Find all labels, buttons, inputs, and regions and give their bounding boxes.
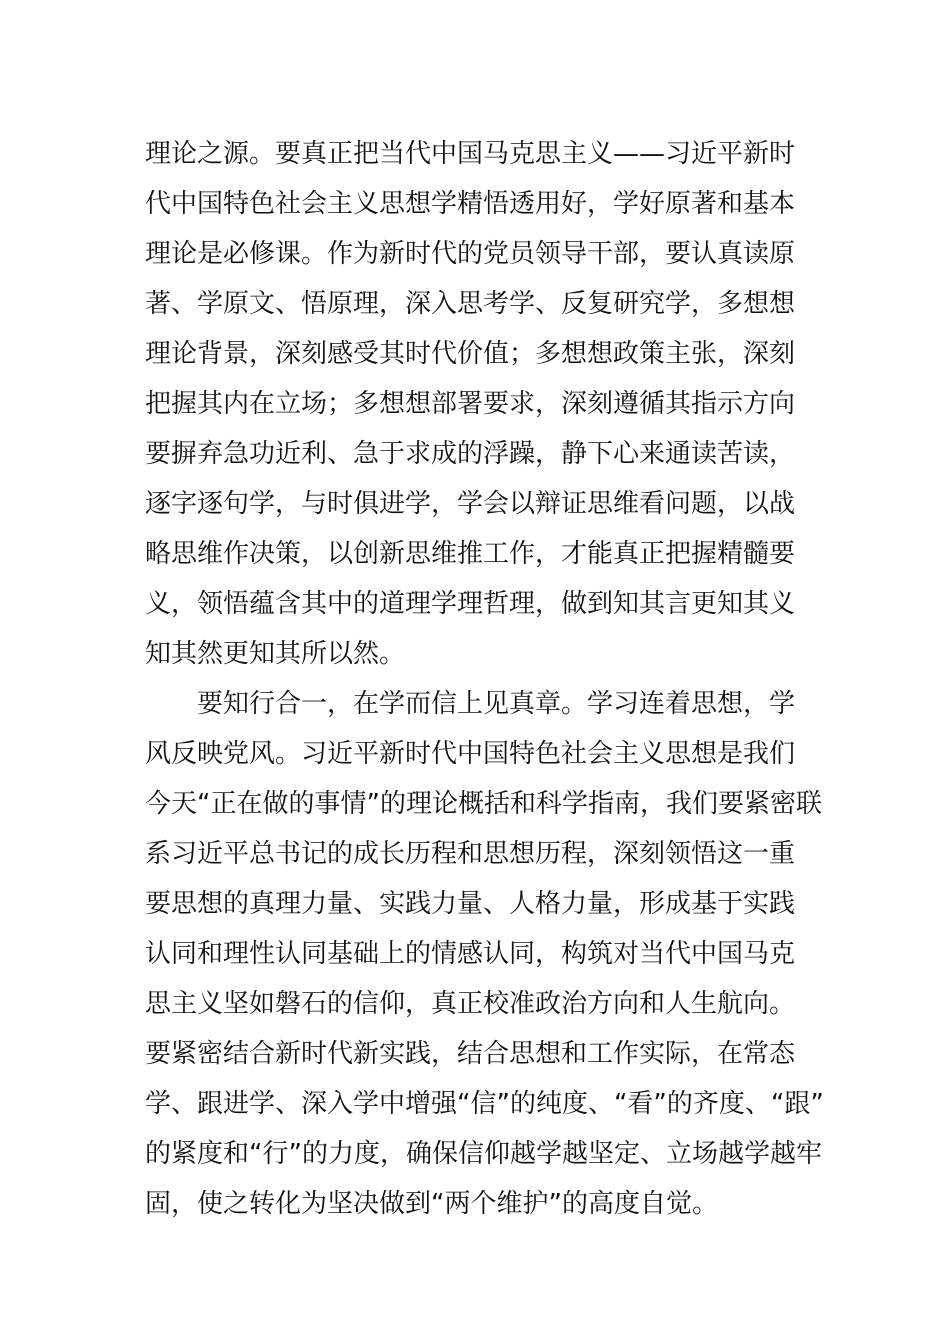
- text-line: 风反映党风。习近平新时代中国特色社会主义思想是我们: [145, 739, 796, 769]
- text-line: 今天“正在做的事情”的理论概括和科学指南，我们要紧密联: [145, 789, 822, 819]
- text-line: 认同和理性认同基础上的情感认同，构筑对当代中国马克: [145, 939, 796, 969]
- text-line: 义，领悟蕴含其中的道理学理哲理，做到知其言更知其义: [145, 589, 796, 619]
- text-line: 固，使之转化为坚决做到“两个维护”的高度自觉。: [145, 1189, 718, 1219]
- text-line: 要摒弃急功近利、急于求成的浮躁，静下心来通读苦读，: [145, 439, 796, 469]
- text-line: 知其然更知其所以然。: [145, 639, 406, 669]
- text-line: 理论之源。要真正把当代中国马克思主义——习近平新时: [145, 139, 796, 169]
- text-line: 理论是必修课。作为新时代的党员领导干部，要认真读原: [145, 239, 796, 269]
- text-line: 逐字逐句学，与时俱进学，学会以辩证思维看问题，以战: [145, 489, 796, 519]
- paragraph-1: [145, 129, 815, 679]
- text-line: 学、跟进学、深入学中增强“信”的纯度、“看”的齐度、“跟”: [145, 1089, 824, 1119]
- text-line: 著、学原文、悟原理，深入思考学、反复研究学，多想想: [145, 289, 796, 319]
- text-line: 要思想的真理力量、实践力量、人格力量，形成基于实践: [145, 889, 796, 919]
- text-line: 的紧度和“行”的力度，确保信仰越学越坚定、立场越学越牢: [145, 1139, 822, 1169]
- text-line: 略思维作决策，以创新思维推工作，才能真正把握精髓要: [145, 539, 796, 569]
- text-line: 代中国特色社会主义思想学精悟透用好，学好原著和基本: [145, 189, 796, 219]
- paragraph-2: [145, 679, 824, 1229]
- body-text: [145, 129, 824, 1229]
- text-line: 把握其内在立场；多想想部署要求，深刻遵循其指示方向: [145, 389, 796, 419]
- text-line: 系习近平总书记的成长历程和思想历程，深刻领悟这一重: [145, 839, 796, 869]
- text-line: 要知行合一，在学而信上见真章。学习连着思想，学: [197, 689, 796, 719]
- text-line: 思主义坚如磐石的信仰，真正校准政治方向和人生航向。: [145, 989, 796, 1019]
- text-line: 要紧密结合新时代新实践，结合思想和工作实际，在常态: [145, 1039, 796, 1069]
- text-line: 理论背景，深刻感受其时代价值；多想想政策主张，深刻: [145, 339, 796, 369]
